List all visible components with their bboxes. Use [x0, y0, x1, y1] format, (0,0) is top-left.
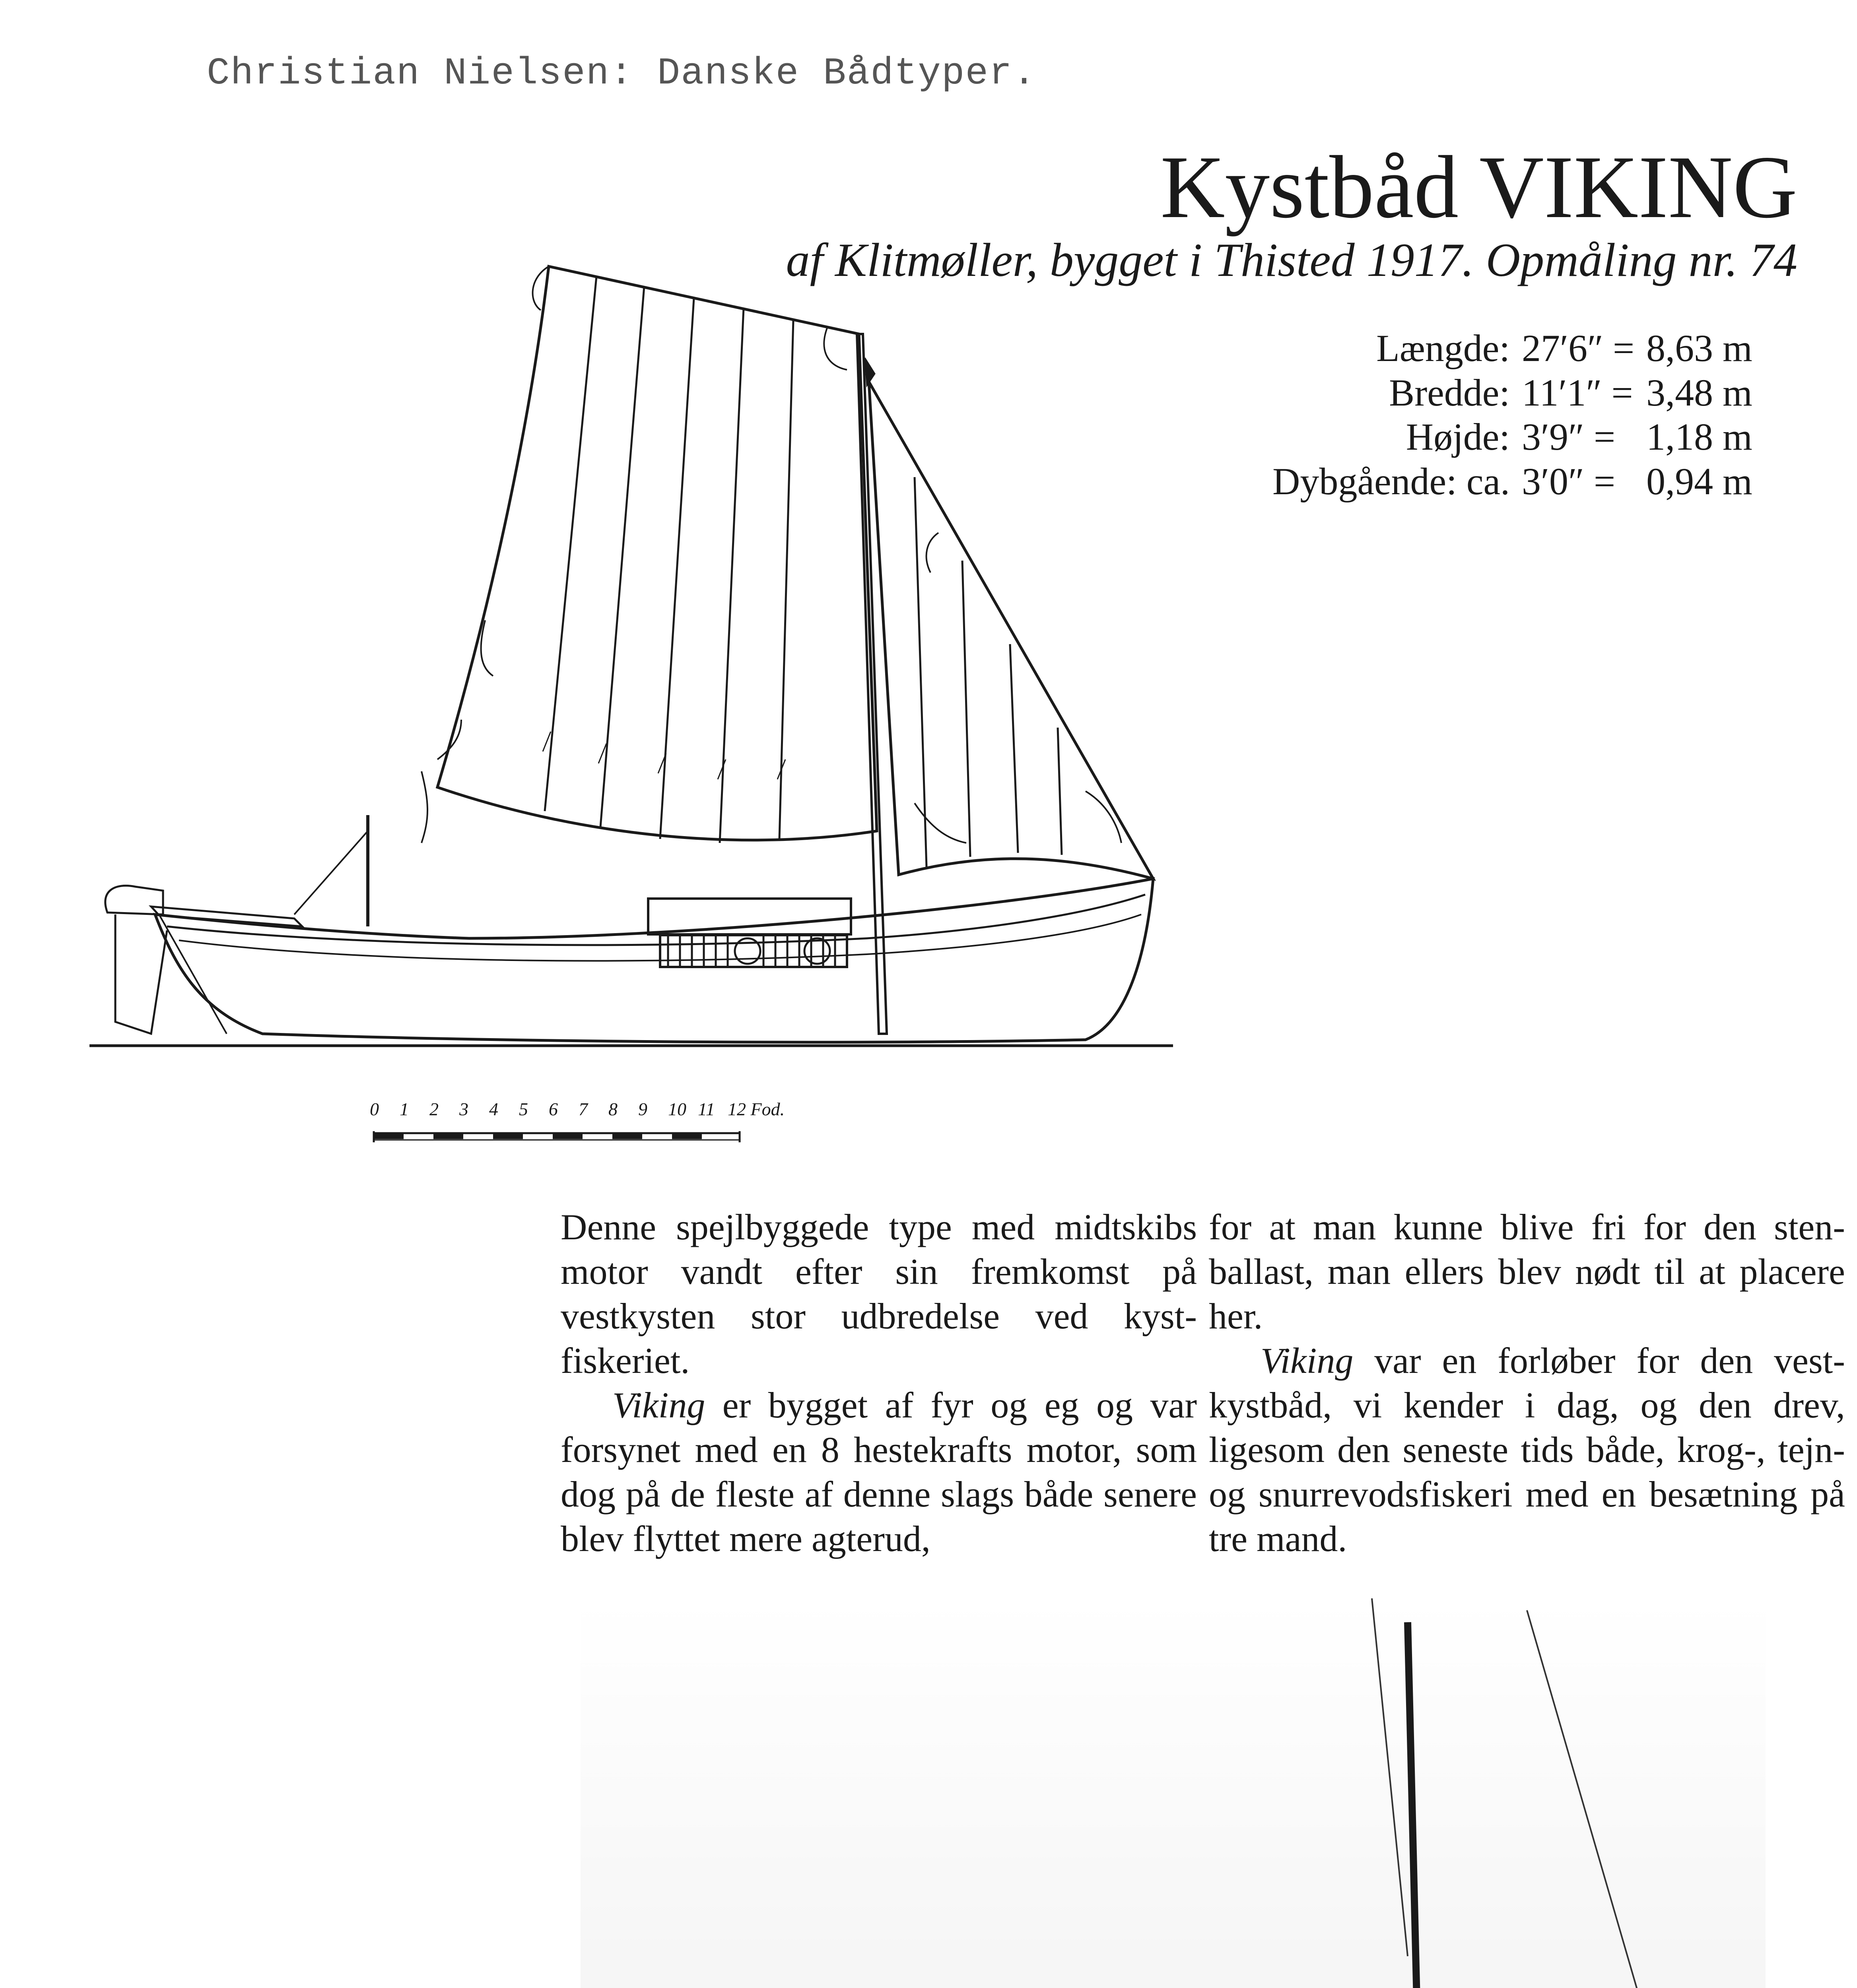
body-paragraph-text: var en forløber for den vestkystbåd, vi kender i dag, og den drev, ligesom den seneste tids både, krog-, tejn- og snurrevodsfiskeri med en besætning på tre mand.: [1209, 1340, 1845, 1559]
body-paragraph: Denne spejlbyggede type med midtskibs motor vandt efter sin fremkomst på vestkysten stor udbredelse ved kystfiskeriet.: [561, 1207, 1197, 1381]
scale-tick-label: 8: [608, 1099, 618, 1119]
boat-photograph: [581, 1598, 1766, 1988]
dimension-label: Bredde:: [1389, 371, 1510, 414]
body-paragraph: [561, 1383, 1197, 1561]
dimension-row: [1272, 459, 1752, 504]
dimension-metric: 1,18 m: [1646, 415, 1752, 458]
body-paragraph-text: er bygget af fyr og eg og var forsynet med en 8 hestekrafts motor, som dog på de fleste af denne slags både senere blev flyttet mere agterud,: [561, 1385, 1197, 1559]
scale-tick-label: 10: [668, 1099, 686, 1119]
scale-tick-label: 9: [638, 1099, 647, 1119]
scale-tick-label: 12 Fod.: [728, 1099, 785, 1119]
scale-tick-label: 0: [370, 1099, 379, 1119]
scale-bar: [370, 1095, 907, 1163]
dimension-imperial: 27′6″ =: [1522, 327, 1635, 369]
scale-tick-label: 4: [489, 1099, 498, 1119]
body-column-right: [1209, 1205, 1845, 1561]
page-title: Kystbåd VIKING: [1160, 137, 1797, 237]
boat-sail-plan-drawing: [72, 254, 1185, 1066]
dimension-label: Længde:: [1376, 327, 1510, 369]
dimension-label: Højde:: [1406, 415, 1510, 458]
body-column-left: [561, 1205, 1197, 1561]
scale-tick-label: 1: [400, 1099, 409, 1119]
dimension-metric: 3,48 m: [1646, 371, 1752, 414]
dimension-metric: 0,94 m: [1646, 460, 1752, 503]
dimension-imperial: 3′0″ =: [1522, 460, 1616, 503]
scale-tick-label: 7: [579, 1099, 588, 1119]
dimension-row: [1272, 326, 1752, 371]
scale-tick-label: 3: [459, 1099, 468, 1119]
boat-name: Viking: [1261, 1340, 1354, 1381]
boat-name: Viking: [612, 1385, 705, 1425]
body-paragraph: for at man kunne blive fri for den stenballast, man ellers blev nødt til at placere her.: [1209, 1207, 1845, 1336]
scale-tick-label: 11: [698, 1099, 715, 1119]
running-header: Christian Nielsen: Danske Bådtyper.: [207, 52, 1037, 95]
scale-tick-label: 5: [519, 1099, 528, 1119]
dimension-row: [1272, 371, 1752, 415]
dimension-label: Dybgående: ca.: [1272, 460, 1510, 503]
dimension-imperial: 11′1″ =: [1522, 371, 1633, 414]
dimensions-table: [1272, 326, 1752, 504]
body-paragraph: [1209, 1338, 1845, 1561]
dimension-imperial: 3′9″ =: [1522, 415, 1616, 458]
dimension-metric: 8,63 m: [1646, 327, 1752, 369]
dimension-row: [1272, 415, 1752, 459]
page-subtitle: af Klitmøller, bygget i Thisted 1917. Opmåling nr. 74: [786, 233, 1797, 286]
scale-tick-label: 6: [549, 1099, 558, 1119]
scale-tick-label: 2: [429, 1099, 439, 1119]
